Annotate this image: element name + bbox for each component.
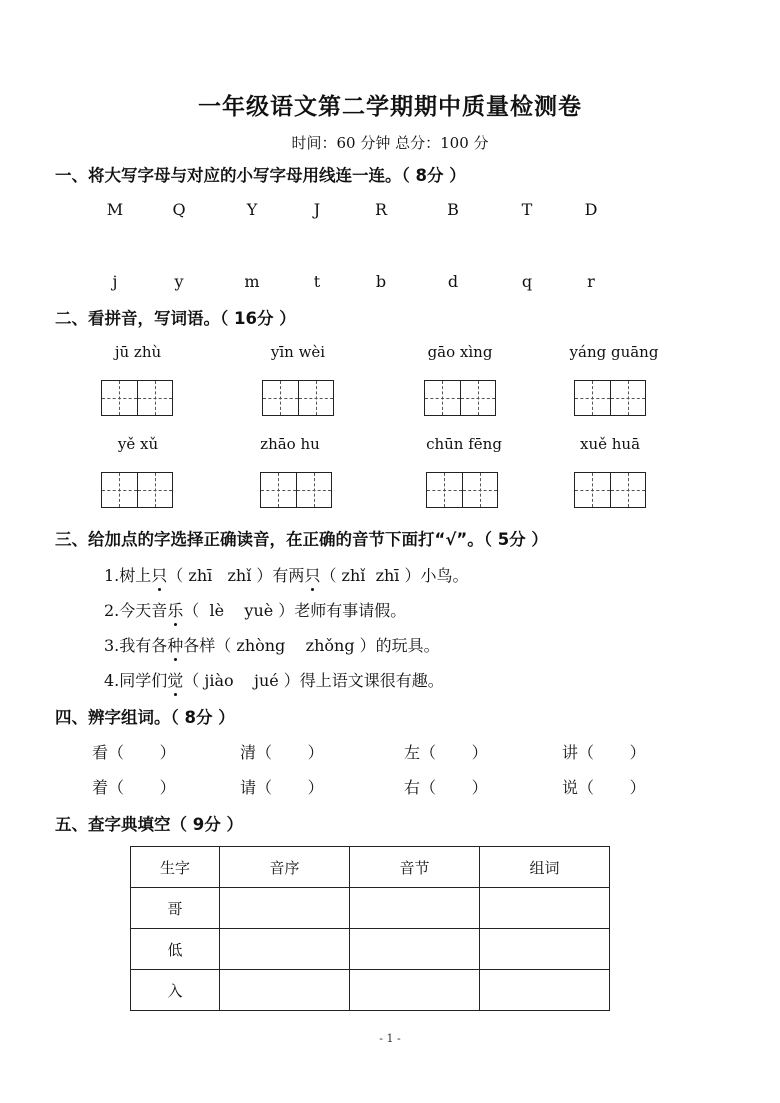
lower-letter: m	[244, 272, 260, 291]
word-item: 左（ ）	[404, 743, 488, 762]
dictionary-table	[130, 846, 610, 1011]
answer-cell[interactable]	[350, 888, 480, 929]
word-item: 讲（ ）	[562, 743, 646, 762]
question-4: 4.同学们觉（ jiào jué ）得上语文课很有趣。	[104, 668, 444, 691]
upper-letter: D	[584, 200, 598, 219]
section4-heading: 四、辨字组词。（ 8分 ）	[55, 708, 235, 727]
writing-grid[interactable]	[574, 380, 646, 416]
word-item: 清（ ）	[240, 743, 324, 762]
word-item: 看（ ）	[92, 743, 176, 762]
section3-heading: 三、给加点的字选择正确读音，在正确的音节下面打“√”。（ 5分 ）	[55, 530, 548, 549]
pinyin-label: jū zhù	[114, 343, 162, 361]
upper-letter: J	[313, 200, 321, 219]
upper-letter: R	[374, 200, 388, 219]
answer-cell[interactable]	[480, 929, 610, 970]
pinyin-label: chūn fēng	[426, 435, 502, 453]
page-title: 一年级语文第二学期期中质量检测卷	[198, 94, 582, 120]
answer-cell[interactable]	[220, 929, 350, 970]
writing-grid[interactable]	[260, 472, 332, 508]
question-3: 3.我有各种各样（ zhòng zhǒng ）的玩具。	[104, 633, 440, 656]
upper-letter: M	[106, 200, 124, 219]
table-header: 生字	[131, 847, 220, 888]
lower-letter: j	[112, 272, 118, 291]
section2-heading: 二、看拼音，写词语。（ 16分 ）	[55, 309, 296, 328]
pinyin-label: gāo xìng	[427, 343, 493, 361]
writing-grid[interactable]	[101, 472, 173, 508]
table-cell-char: 入	[131, 970, 220, 1011]
table-header: 音序	[220, 847, 350, 888]
lower-letter: b	[375, 272, 387, 291]
table-row	[131, 970, 610, 1011]
word-item: 请（ ）	[240, 778, 324, 797]
dotted-char: 只	[304, 563, 320, 586]
upper-letter: Y	[246, 200, 258, 219]
answer-cell[interactable]	[350, 970, 480, 1011]
answer-cell[interactable]	[220, 970, 350, 1011]
pinyin-label: yīn wèi	[270, 343, 326, 361]
answer-cell[interactable]	[480, 888, 610, 929]
dotted-char: 种	[167, 633, 183, 656]
table-header: 组词	[480, 847, 610, 888]
lower-letter: t	[313, 272, 321, 291]
answer-cell[interactable]	[480, 970, 610, 1011]
table-cell-char: 低	[131, 929, 220, 970]
page-number: - 1 -	[379, 1032, 401, 1045]
section5-heading: 五、查字典填空（ 9分 ）	[55, 815, 243, 834]
dotted-char: 只	[151, 563, 167, 586]
table-row	[131, 929, 610, 970]
writing-grid[interactable]	[101, 380, 173, 416]
question-2: 2.今天音乐（ lè yuè ）老师有事请假。	[104, 598, 406, 621]
lower-letter: q	[521, 272, 533, 291]
answer-cell[interactable]	[220, 888, 350, 929]
table-header: 音节	[350, 847, 480, 888]
pinyin-label: xuě huā	[579, 435, 641, 453]
table-row	[131, 888, 610, 929]
answer-cell[interactable]	[350, 929, 480, 970]
upper-letter: B	[447, 200, 459, 219]
writing-grid[interactable]	[426, 472, 498, 508]
writing-grid[interactable]	[262, 380, 334, 416]
writing-grid[interactable]	[424, 380, 496, 416]
pinyin-label: zhāo hu	[260, 435, 320, 453]
word-item: 说（ ）	[562, 778, 646, 797]
exam-info: 时间：60 分钟 总分：100 分	[291, 134, 489, 152]
pinyin-label: yáng guāng	[569, 343, 659, 361]
pinyin-label: yě xǔ	[117, 435, 159, 453]
dotted-char: 乐	[167, 598, 183, 621]
table-header-row	[131, 847, 610, 888]
lower-letter: d	[447, 272, 459, 291]
writing-grid[interactable]	[574, 472, 646, 508]
upper-letter: T	[521, 200, 533, 219]
upper-letter: Q	[172, 200, 186, 219]
lower-letter: y	[174, 272, 184, 291]
question-1: 1.树上只（ zhī zhǐ ）有两只（ zhǐ zhī ）小鸟。	[104, 563, 469, 586]
table-cell-char: 哥	[131, 888, 220, 929]
word-item: 着（ ）	[92, 778, 176, 797]
dotted-char: 觉	[167, 668, 183, 691]
word-item: 右（ ）	[404, 778, 488, 797]
section1-heading: 一、将大写字母与对应的小写字母用线连一连。（ 8分 ）	[55, 166, 466, 185]
lower-letter: r	[587, 272, 595, 291]
